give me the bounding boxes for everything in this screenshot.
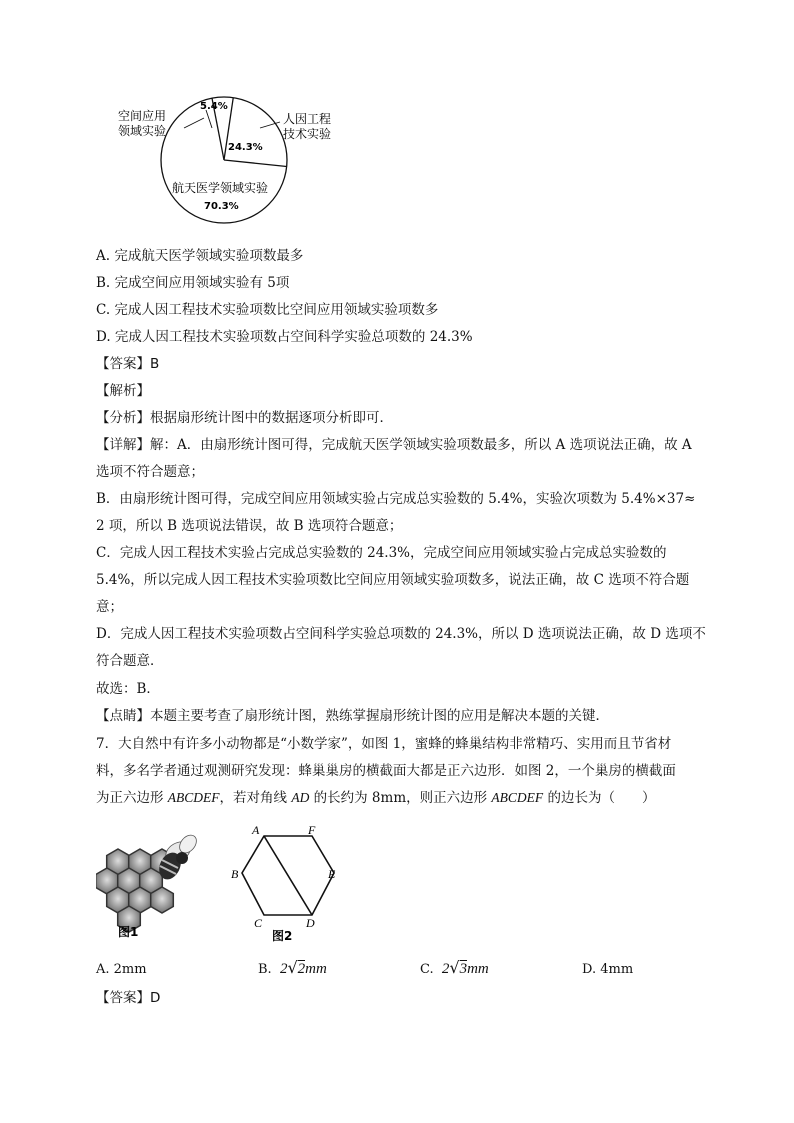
vertex-d: D <box>306 916 315 930</box>
analysis-fenxi: 【分析】根据扇形统计图中的数据逐项分析即可． <box>96 410 393 426</box>
vertex-c: C <box>254 916 263 930</box>
pie-label-human-line1: 人因工程 <box>283 112 332 126</box>
q7-option-a: A. 2mm <box>96 962 147 977</box>
detail-line-2: 选项不符合题意； <box>96 464 204 480</box>
pie-value-medical: 70.3% <box>204 201 239 212</box>
pie-label-medical: 航天医学领域实验 <box>172 181 269 195</box>
detail-line-7: 意； <box>96 599 123 615</box>
q7-option-c: C. 2√3mm <box>420 958 489 977</box>
q7-line-3b: ，若对角线 <box>219 790 292 806</box>
pie-label-human-line2: 技术实验 <box>283 127 332 141</box>
hexagon-name-2: ABCDEF <box>491 790 544 805</box>
vertex-e: E <box>328 867 336 881</box>
q7-line-2: 料，多名学者通过观测研究发现：蜂巢巢房的横截面大都是正六边形．如图 2，一个巢房的横截面 <box>96 763 676 779</box>
vertex-f: F <box>308 823 316 837</box>
sqrt-sign: √ <box>449 958 460 977</box>
pie-label-space-line2: 领域实验 <box>118 124 167 138</box>
pie-chart <box>100 88 350 238</box>
option-b: B. 完成空间应用领域实验有 5项 <box>96 275 290 291</box>
q7-line-3c: 的长约为 8mm，则正六边形 <box>309 790 492 806</box>
answer-6: 【答案】B <box>96 356 160 372</box>
q7-line-1: 7．大自然中有许多小动物都是“小数学家”，如图 1，蜜蜂的蜂巢结构非常精巧、实用而且节省材 <box>96 736 672 752</box>
figure-2-hexagon <box>228 820 348 945</box>
option-c: C. 完成人因工程技术实验项数比空间应用领域实验项数多 <box>96 302 439 318</box>
q7-line-3d: 的边长为（ ） <box>543 790 656 806</box>
detail-line-9: 符合题意． <box>96 653 164 669</box>
pie-value-space: 5.4% <box>200 101 228 112</box>
detail-line-1: 【详解】解：A．由扇形统计图可得，完成航天医学领域实验项数最多，所以 A 选项说法正确，故 A <box>96 437 692 453</box>
figure-1-caption: 图1 <box>118 925 139 939</box>
q7-option-d: D. 4mm <box>582 962 634 977</box>
detail-line-3: B．由扇形统计图可得，完成空间应用领域实验占完成总实验数的 5.4%，实验次项数为 5.4%×37≈ <box>96 491 696 507</box>
honeycomb-cell <box>151 887 174 913</box>
diagonal-ad <box>264 836 312 915</box>
sqrt-sign: √ <box>287 958 298 977</box>
detail-line-6: 5.4%，所以完成人因工程技术实验项数比空间应用领域实验项数多，说法正确，故 C 选项不符合题 <box>96 572 690 588</box>
analysis-heading: 【解析】 <box>96 383 150 399</box>
detail-line-8: D．完成人因工程技术实验项数占空间科学实验总项数的 24.3%，所以 D 选项说法正确，故 D 选项不 <box>96 626 706 642</box>
figure-2-caption: 图2 <box>272 929 293 943</box>
conclusion: 故选：B． <box>96 681 160 697</box>
pie-value-human: 24.3% <box>228 142 263 153</box>
diagonal-name: AD <box>291 790 310 805</box>
option-a: A. 完成航天医学领域实验项数最多 <box>96 248 304 264</box>
figure-1-honeycomb <box>96 822 206 942</box>
q7-line-3a: 为正六边形 <box>96 790 168 806</box>
detail-line-4: 2 项，所以 B 选项说法错误，故 B 选项符合题意； <box>96 518 403 534</box>
q7-option-b: B. 2√2mm <box>258 958 327 977</box>
answer-7: 【答案】D <box>96 990 161 1006</box>
q7-line-3 <box>96 788 655 808</box>
option-d: D. 完成人因工程技术实验项数占空间科学实验总项数的 24.3% <box>96 329 473 345</box>
hexagon-name: ABCDEF <box>167 790 220 805</box>
detail-line-5: C．完成人因工程技术实验占完成总实验数的 24.3%，完成空间应用领域实验占完成总实验数的 <box>96 545 667 561</box>
pie-label-space-line1: 空间应用 <box>118 109 167 123</box>
key-point: 【点睛】本题主要考查了扇形统计图，熟练掌握扇形统计图的应用是解决本题的关键． <box>96 708 609 724</box>
vertex-b: B <box>231 867 239 881</box>
vertex-a: A <box>252 823 260 837</box>
